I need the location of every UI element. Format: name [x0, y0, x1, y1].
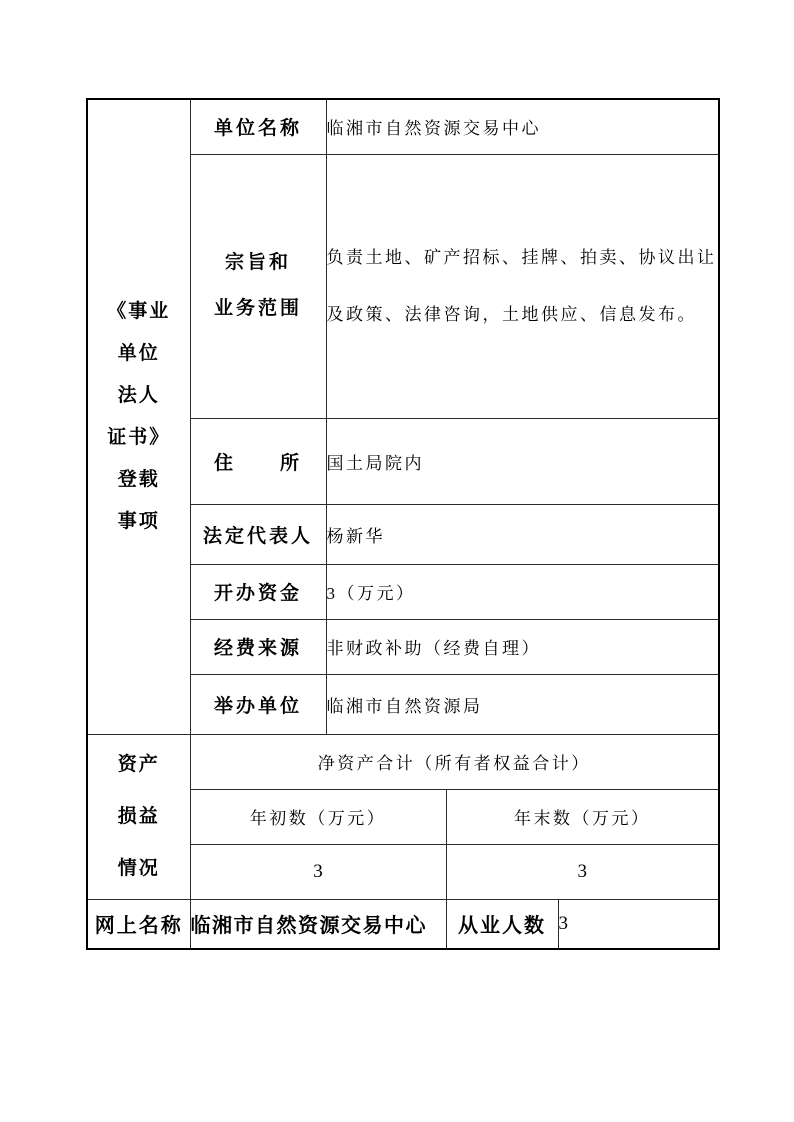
online-name-label: 网上名称 [87, 899, 190, 949]
year-end-value: 3 [446, 844, 719, 899]
scope-value-line: 及政策、法律咨询，土地供应、信息发布。 [326, 305, 697, 324]
side-header-line: 《事业 [107, 300, 171, 322]
net-assets-title: 净资产合计（所有者权益合计） [190, 734, 719, 789]
staff-count-value: 3 [558, 899, 719, 949]
institution-report-form [86, 98, 718, 950]
funding-value: 非财政补助（经费自理） [326, 619, 719, 674]
assets-side-header [87, 734, 190, 899]
legal-rep-label: 法定代表人 [190, 504, 326, 564]
staff-count-label: 从业人数 [446, 899, 558, 949]
legal-rep-value: 杨新华 [326, 504, 719, 564]
domicile-label: 住 所 [190, 418, 326, 504]
unit-name-label: 单位名称 [190, 99, 326, 154]
side-header-line: 登载 [117, 468, 160, 490]
organizer-value: 临湘市自然资源局 [326, 674, 719, 734]
side-header-line: 情况 [117, 857, 160, 879]
scope-value [326, 154, 719, 418]
row-unit-name [87, 99, 719, 154]
capital-label: 开办资金 [190, 564, 326, 619]
funding-label: 经费来源 [190, 619, 326, 674]
side-header-line: 事项 [117, 510, 160, 532]
year-begin-value: 3 [190, 844, 446, 899]
side-header-line: 资产 [117, 753, 160, 775]
year-end-label: 年末数（万元） [446, 789, 719, 844]
organizer-label: 举办单位 [190, 674, 326, 734]
side-header-line: 损益 [117, 805, 160, 827]
scope-value-line: 负责土地、矿产招标、挂牌、拍卖、协议出让 [326, 248, 717, 267]
unit-name-value: 临湘市自然资源交易中心 [326, 99, 719, 154]
side-header-line: 证书》 [107, 426, 171, 448]
row-net-assets [87, 734, 719, 789]
year-begin-label: 年初数（万元） [190, 789, 446, 844]
side-header-line: 单位 [117, 342, 160, 364]
side-header-line: 法人 [117, 384, 160, 406]
online-name-value: 临湘市自然资源交易中心 [190, 899, 446, 949]
scope-label [190, 154, 326, 418]
capital-value: 3（万元） [326, 564, 719, 619]
form-table [86, 98, 720, 950]
scope-label-line: 业务范围 [213, 298, 302, 319]
scope-label-line: 宗旨和 [224, 252, 291, 273]
domicile-value: 国土局院内 [326, 418, 719, 504]
certificate-side-header [87, 99, 190, 734]
row-online-name [87, 899, 719, 949]
